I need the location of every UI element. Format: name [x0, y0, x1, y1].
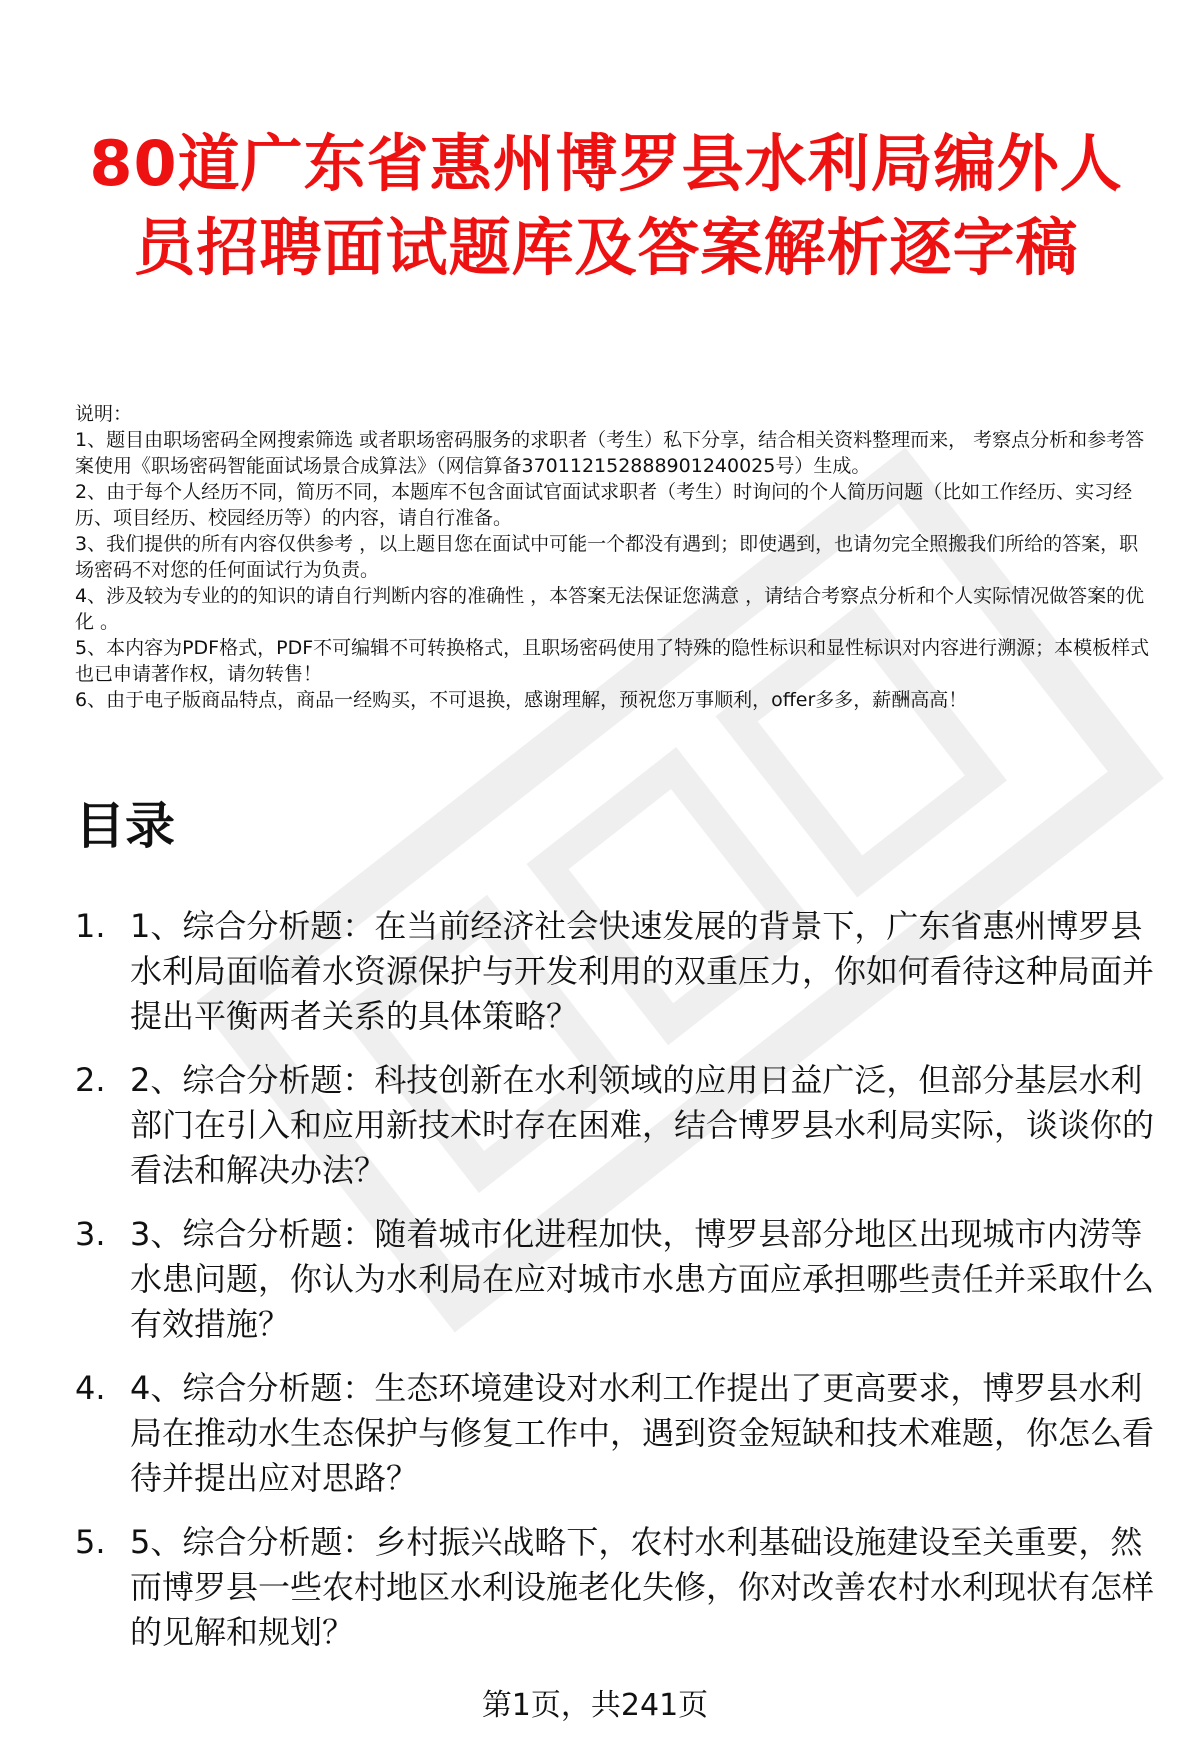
page-number: 第1页，共241页	[481, 1688, 709, 1723]
toc-item[interactable]	[75, 1212, 1170, 1347]
toc-list	[75, 904, 1170, 1674]
toc-heading: 目录	[75, 797, 175, 855]
notes-item: 6、由于电子版商品特点，商品一经购买，不可退换，感谢理解，预祝您万事顺利，offer多多，薪酬高高！	[75, 689, 968, 711]
toc-item-number: 1.	[75, 907, 106, 945]
notes-item: 3、我们提供的所有内容仅供参考 ，以上题目您在面试中可能一个都没有遇到；即使遇到，也请勿完全照搬我们所给的答案，职场密码不对您的任何面试行为负责。	[75, 533, 1139, 581]
notes-section	[75, 401, 1155, 713]
notes-item: 1、题目由职场密码全网搜索筛选 或者职场密码服务的求职者（考生）私下分享，结合相关资料整理而来， 考察点分析和参考答案使用《职场密码智能面试场景合成算法》（网信算备370112152888901240025号）生成。	[75, 429, 1145, 477]
toc-item[interactable]	[75, 1058, 1170, 1193]
toc-item[interactable]	[75, 1520, 1170, 1655]
toc-item-number: 3.	[75, 1215, 106, 1253]
document-title: 80道广东省惠州博罗县水利局编外人员招聘面试题库及答案解析逐字稿	[89, 127, 1123, 284]
toc-item-number: 5.	[75, 1523, 106, 1561]
toc-item-number: 4.	[75, 1369, 106, 1407]
toc-item-text: 2、综合分析题：科技创新在水利领域的应用日益广泛，但部分基层水利部门在引入和应用新技术时存在困难，结合博罗县水利局实际，谈谈你的看法和解决办法？	[130, 1061, 1155, 1189]
notes-heading: 说明：	[75, 403, 133, 425]
notes-item: 5、本内容为PDF格式，PDF不可编辑不可转换格式，且职场密码使用了特殊的隐性标识和显性标识对内容进行溯源；本模板样式也已申请著作权，请勿转售！	[75, 637, 1150, 685]
toc-item-text: 4、综合分析题：生态环境建设对水利工作提出了更高要求，博罗县水利局在推动水生态保护与修复工作中，遇到资金短缺和技术难题，你怎么看待并提出应对思路？	[130, 1369, 1155, 1497]
toc-item-text: 5、综合分析题：乡村振兴战略下，农村水利基础设施建设至关重要，然而博罗县一些农村地区水利设施老化失修，你对改善农村水利现状有怎样的见解和规划？	[130, 1523, 1155, 1651]
toc-item-text: 1、综合分析题：在当前经济社会快速发展的背景下，广东省惠州博罗县水利局面临着水资源保护与开发利用的双重压力，你如何看待这种局面并提出平衡两者关系的具体策略？	[130, 907, 1155, 1035]
toc-item[interactable]	[75, 1366, 1170, 1501]
toc-item-number: 2.	[75, 1061, 106, 1099]
notes-item: 4、涉及较为专业的的知识的请自行判断内容的准确性 ，本答案无法保证您满意 ，请结合考察点分析和个人实际情况做答案的优化 。	[75, 585, 1145, 633]
notes-item: 2、由于每个人经历不同，简历不同，本题库不包含面试官面试求职者（考生）时询问的个人简历问题（比如工作经历、实习经历、项目经历、校园经历等）的内容，请自行准备。	[75, 481, 1133, 529]
toc-item[interactable]	[75, 904, 1170, 1039]
toc-item-text: 3、综合分析题：随着城市化进程加快，博罗县部分地区出现城市内涝等水患问题，你认为水利局在应对城市水患方面应承担哪些责任并采取什么有效措施？	[130, 1215, 1155, 1343]
